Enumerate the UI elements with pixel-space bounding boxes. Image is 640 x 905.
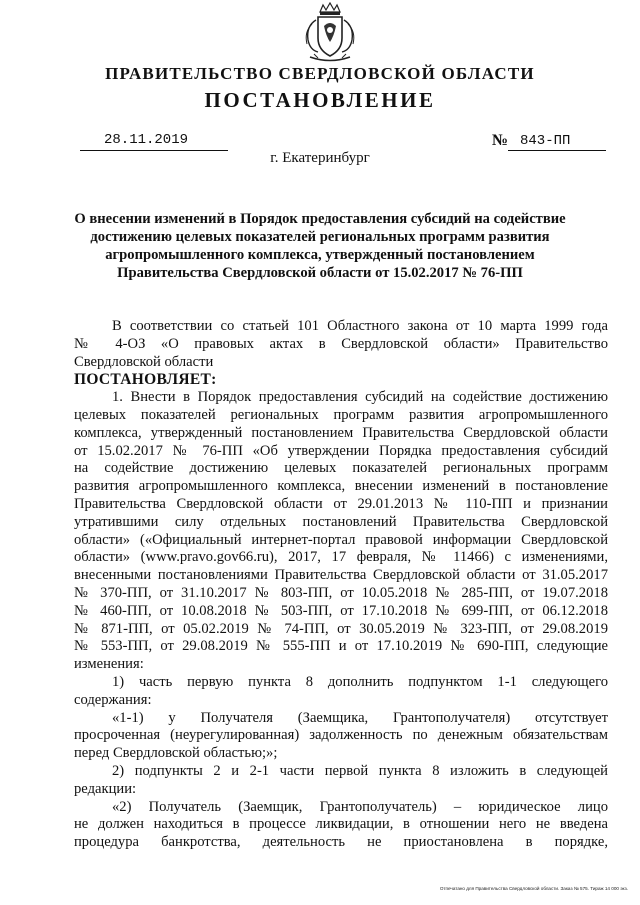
document-date: 28.11.2019 — [104, 132, 189, 148]
body-line: перед Свердловской областью;»; — [74, 745, 278, 762]
print-footer: Отпечатано для Правительства Свердловской области. Заказ № 575. Тираж 14 000 экз. — [439, 886, 628, 891]
body-line: Свердловской области — [74, 353, 214, 370]
body-line: области» («Официальный интернет-портал правовой информации Свердловской — [74, 531, 608, 548]
document-title — [70, 210, 570, 282]
body-line: «1-1) у Получателя (Заемщика, Грантополучателя) отсутствует — [112, 709, 608, 726]
body-line: развития агропромышленного комплекса, внесении изменений в постановление — [74, 478, 608, 495]
document-body — [74, 318, 608, 852]
body-line: № 460-ПП, от 10.08.2018 № 503-ПП, от 17.10.2018 № 699-ПП, от 06.12.2018 — [74, 602, 608, 619]
body-line: В соответствии со статьей 101 Областного закона от 10 марта 1999 года — [112, 318, 608, 334]
body-line: внесенными постановлениями Правительства Свердловской области от 31.05.2017 — [74, 567, 608, 584]
title-line: Правительства Свердловской области от 15.02.2017 № 76-ПП — [117, 265, 523, 281]
body-line: на содействие достижению целевых показателей региональных программ — [74, 460, 608, 477]
body-line: не должен находиться в процессе ликвидации, в отношении него не введена — [74, 816, 608, 833]
document-number: 843-ПП — [520, 133, 571, 149]
body-line: № 553-ПП, от 29.08.2019 № 555-ПП и от 17.10.2019 № 690-ПП, следующие — [74, 638, 608, 655]
body-line: просроченная (неурегулированная) задолженность по денежным обязательствам — [74, 727, 608, 744]
body-line: области» (www.pravo.gov66.ru), 2017, 17 февраля, № 11466) с изменениями, — [74, 549, 608, 566]
city: г. Екатеринбург — [270, 150, 370, 166]
body-line: процедура банкротства, деятельность не приостановлена в порядке, — [74, 834, 608, 851]
body-line: редакции: — [74, 780, 137, 797]
body-line: целевых показателей региональных программ развития агропромышленного — [74, 406, 608, 423]
body-line: утратившими силу отдельных постановлений Правительства Свердловской — [74, 513, 608, 530]
body-line: 1. Внести в Порядок предоставления субсидий на содействие достижению — [112, 389, 608, 406]
body-line: изменения: — [74, 656, 144, 673]
body-line: № 4-ОЗ «О правовых актах в Свердловской области» Правительство — [74, 335, 608, 352]
government-name: ПРАВИТЕЛЬСТВО СВЕРДЛОВСКОЙ ОБЛАСТИ — [105, 64, 535, 83]
body-line: от 15.02.2017 № 76-ПП «Об утверждении Порядка предоставления субсидий — [74, 442, 608, 459]
number-sign: № — [492, 132, 509, 149]
body-line: № 370-ПП, от 31.10.2017 № 803-ПП, от 10.05.2018 № 285-ПП, от 19.07.2018 — [74, 584, 608, 601]
document-type: ПОСТАНОВЛЕНИЕ — [204, 88, 436, 112]
body-line: содержания: — [74, 691, 152, 708]
coat-of-arms-icon — [298, 2, 362, 64]
title-line: агропромышленного комплекса, утвержденный постановлением — [105, 247, 535, 263]
body-line: комплекса, утвержденный постановлением Правительства Свердловской области — [74, 424, 608, 441]
body-line: Правительства Свердловской области от 29.01.2013 № 110-ПП и признании — [74, 495, 608, 512]
title-line: О внесении изменений в Порядок предоставления субсидий на содействие — [74, 211, 566, 227]
resolution-keyword: ПОСТАНОВЛЯЕТ: — [74, 371, 217, 389]
body-line: 1) часть первую пункта 8 дополнить подпунктом 1-1 следующего — [112, 673, 608, 690]
body-line: 2) подпункты 2 и 2-1 части первой пункта 8 изложить в следующей — [112, 762, 608, 779]
title-line: достижению целевых показателей региональных программ развития — [90, 229, 550, 245]
body-line: «2) Получатель (Заемщик, Грантополучатель) – юридическое лицо — [112, 798, 608, 815]
body-line: № 871-ПП, от 05.02.2019 № 74-ПП, от 30.05.2019 № 323-ПП, от 29.08.2019 — [74, 620, 608, 637]
